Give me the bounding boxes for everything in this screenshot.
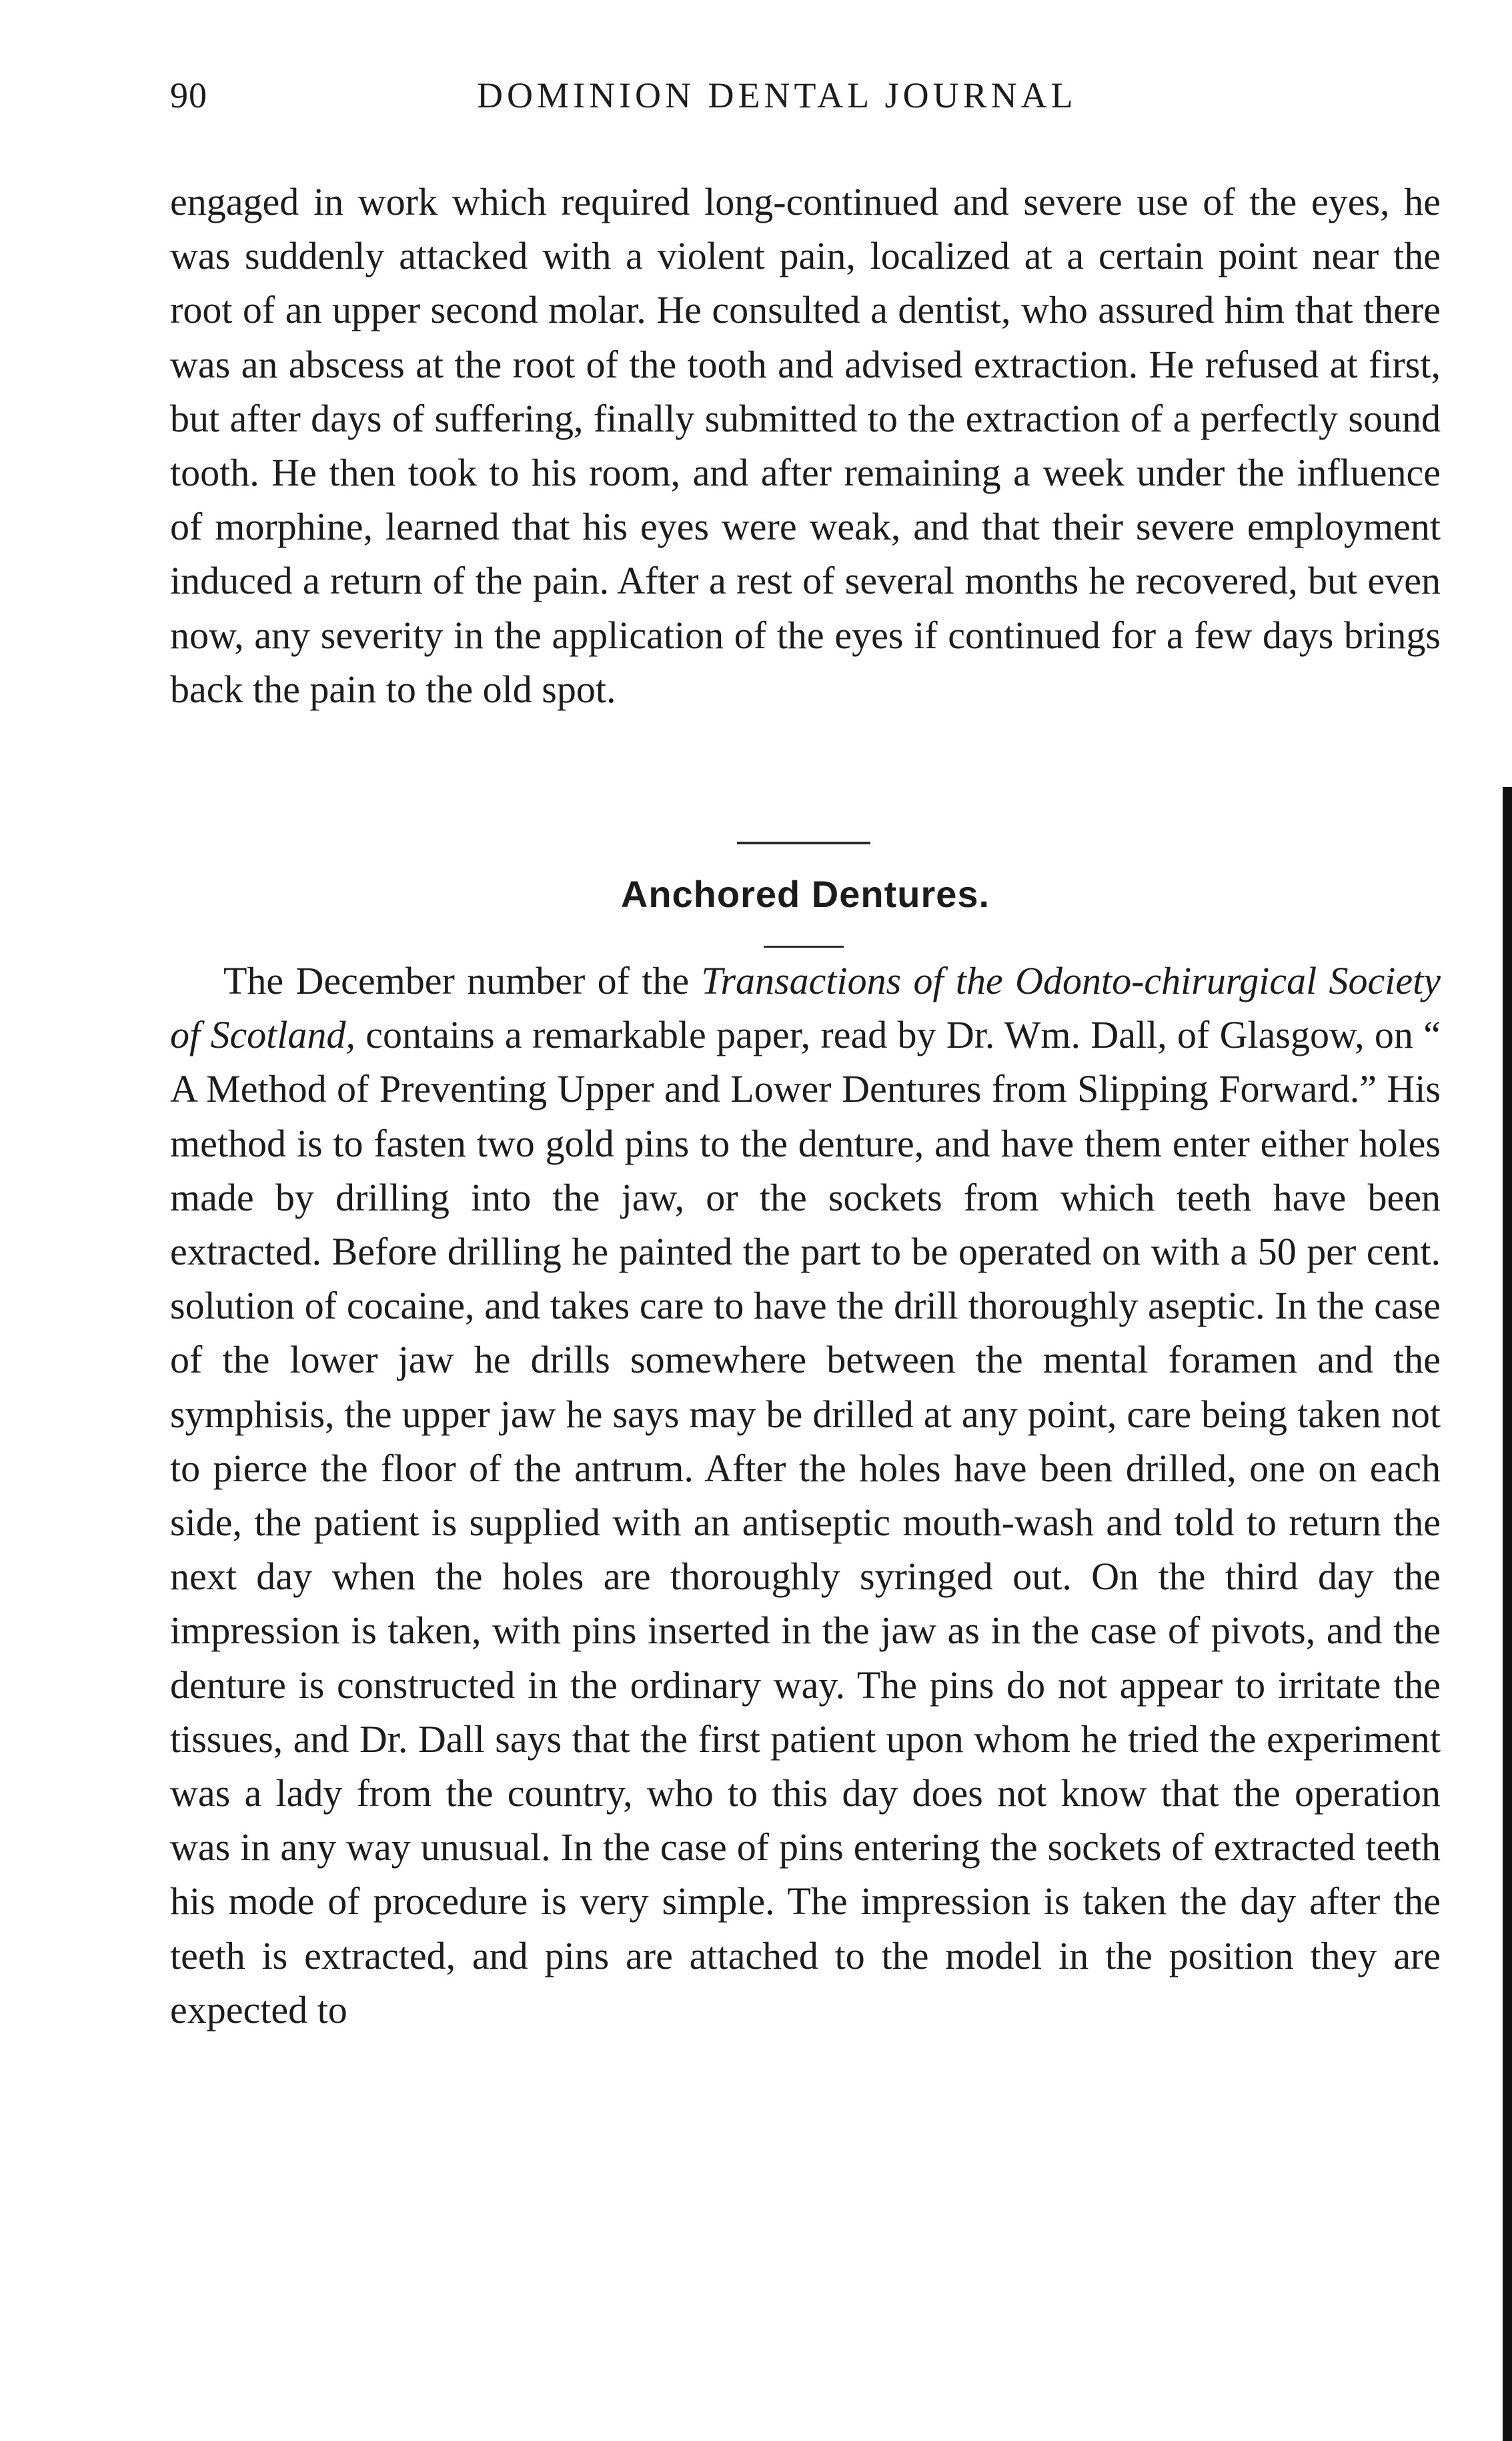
page-header — [170, 75, 1441, 128]
body-paragraph — [170, 954, 1441, 2037]
page-number: 90 — [170, 75, 207, 115]
anchored-dentures-article — [170, 954, 1441, 2037]
heading-underline-rule — [764, 946, 844, 948]
section-divider-rule — [737, 842, 870, 844]
section-heading: Anchored Dentures. — [620, 873, 990, 915]
scan-edge-border — [1503, 787, 1512, 2441]
paragraph-body: contains a remarkable paper, read by Dr. Wm. Dall, of Glasgow, on “ A Method of Preventing Upper and Lower Dentures from Slipping Forward.” His method is to fasten two gold pins to the denture, and have them enter either holes made by drilling into the jaw, or the sockets from which teeth have been extracted. Before drilling he painted the part to be operated on with a 50 per cent. solution of cocaine, and takes care to have the drill thoroughly aseptic. In the case of the lower jaw he drills somewhere between the mental foramen and the symphisis, the upper jaw he says may be drilled at any point, care being taken not to pierce the floor of the antrum. After the holes have been drilled, one on each side, the patient is supplied with an antiseptic mouth-wash and told to return the next day when the holes are thoroughly syringed out. On the third day the impression is taken, with pins inserted in the jaw as in the case of pivots, and the denture is constructed in the ordinary way. The pins do not appear to irritate the tissues, and Dr. Dall says that the first patient upon whom he tried the experiment was a lady from the country, who to this day does not know that the operation was in any way unusual. In the case of pins entering the sockets of extracted teeth his mode of procedure is very simple. The impression is taken the day after the teeth is extracted, and pins are attached to the model in the position they are expected to — [170, 1013, 1441, 2031]
running-head: DOMINION DENTAL JOURNAL — [477, 75, 1077, 115]
publication-title: Transactions of the Odonto-chirurgical Society of Scotland, — [170, 959, 1441, 1057]
body-paragraph: engaged in work which required long-continued and severe use of the eyes, he was suddenly attacked with a violent pain, localized at a certain point near the root of an upper second molar. He consulted a dentist, who assured him that there was an abscess at the root of the tooth and advised extraction. He refused at first, but after days of suffering, finally submitted to the extraction of a perfectly sound tooth. He then took to his room, and after remaining a week under the influence of morphine, learned that his eyes were weak, and that their severe employment induced a return of the pain. After a rest of several months he recovered, but even now, any severity in the application of the eyes if continued for a few days brings back the pain to the old spot. — [170, 180, 1441, 711]
paragraph-opening: The December number of the — [223, 959, 702, 1002]
continued-article — [170, 175, 1441, 716]
